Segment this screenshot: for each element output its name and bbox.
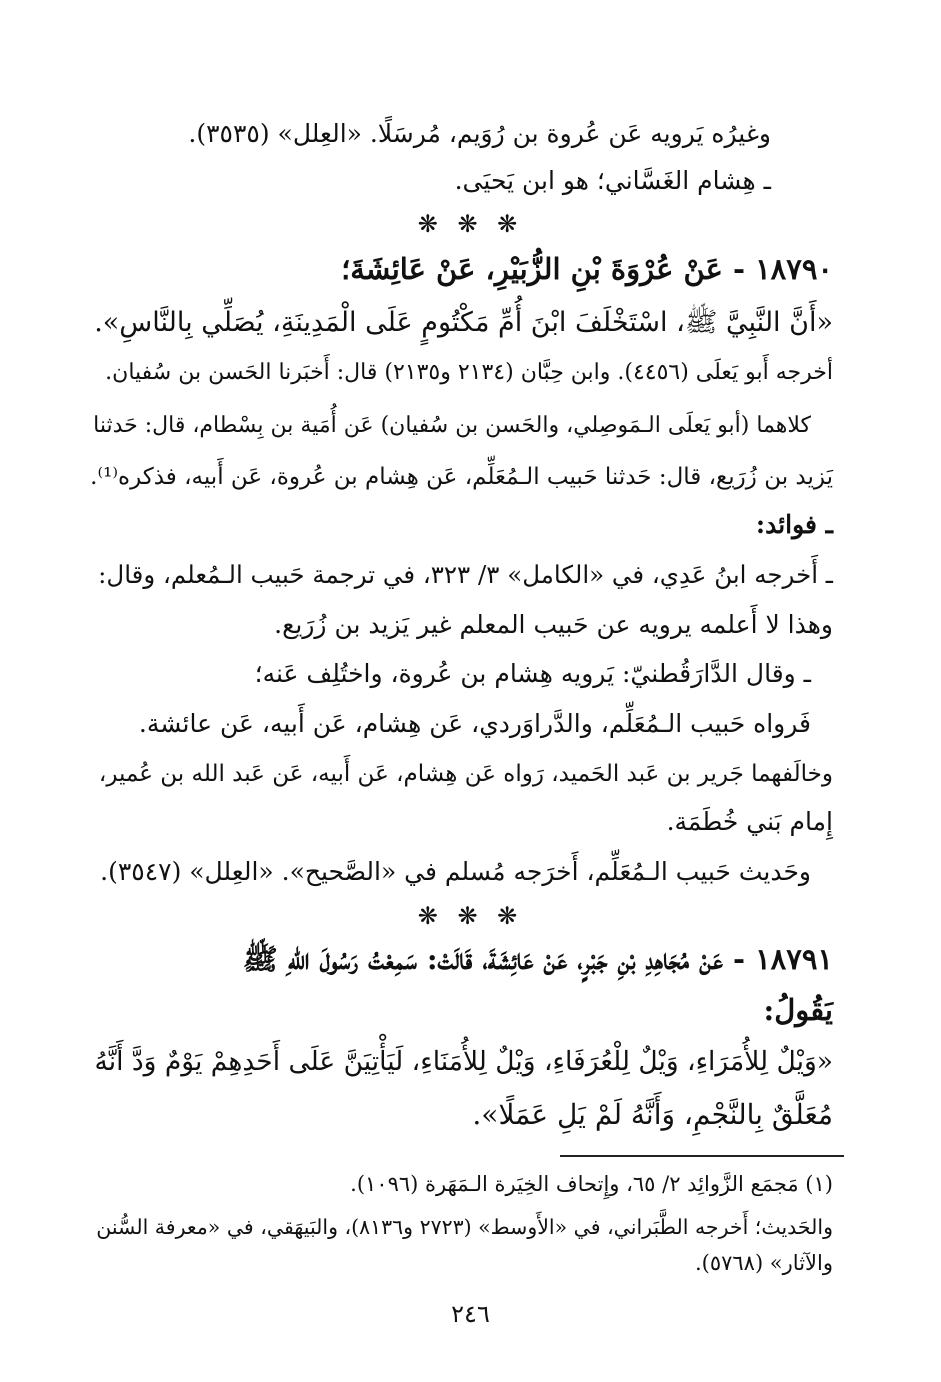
footnote: (١) مَجمَع الزَّوائِد ٢/ ٦٥، وإِتحاف الخِيَرة الـمَهَرة (١٠٩٦). <box>350 1172 833 1196</box>
text-line: فَرواه حَبيب الـمُعَلِّم، والدَّراوَردي، عَن هِشام، عَن أَبيه، عَن عائشة. <box>138 709 811 738</box>
section-separator: ❋ ❋ ❋ <box>417 210 524 238</box>
text-line: وخالَفهما جَرير بن عَبد الحَميد، رَواه عَن هِشام، عَن أَبيه، عَن عَبد الله بن عُمير، <box>98 761 833 787</box>
text-line: وحَديث حَبيب الـمُعَلِّم، أَخرَجه مُسلم في «الصَّحيح». «العِلل» (٣٥٤٧). <box>100 857 811 886</box>
hadith-text: «أَنَّ النَّبِيَّ ﷺ، اسْتَخْلَفَ ابْنَ أُمِّ مَكْتُومٍ عَلَى الْمَدِينَةِ، يُصَلِّي بِالنَّاسِ». <box>94 307 833 338</box>
text-line: إِمام بَني خُطَمَة. <box>666 807 833 836</box>
text-line: ـ أَخرجه ابنُ عَدِي، في «الكامل» ٣/ ٣٢٣، في ترجمة حَبيب الـمُعلم، وقال: <box>98 560 833 589</box>
benefits-heading: ـ فوائد: <box>755 510 833 539</box>
text-line: وغيرُه يَرويه عَن عُروة بن رُوَيم، مُرسَلًا. «العِلل» (٣٥٣٥). <box>188 119 771 148</box>
footnote: والآثار» (٥٧٦٨). <box>694 1251 833 1275</box>
text-line: أخرجه أَبو يَعلَى (٤٤٥٦). وابن حِبَّان (٢١٣٤ و٢١٣٥) قال: أَخبَرنا الحَسن بن سُفيان. <box>105 360 833 385</box>
text-line: كلاهما (أبو يَعلَى الـمَوصِلي، والحَسن بن سُفيان) عَن أُمَية بن بِسْطام، قال: حَدثنا <box>93 413 811 438</box>
text-line: يَزيد بن زُرَيع، قال: حَدثنا حَبيب الـمُعَلِّم، عَن هِشام بن عُروة، عَن أَبيه، فذكره⁽¹⁾. <box>90 464 833 490</box>
page-number: ٢٤٦ <box>451 1300 490 1328</box>
footnote-divider <box>560 1155 844 1157</box>
hadith-heading: ١٨٧٩١ - عَنْ مُجَاهِدِ بْنِ جَبْرٍ، عَنْ عَائِشَةَ، قَالَتْ: سَمِعْتُ رَسُولَ اللهِ ﷺ <box>242 942 833 976</box>
hadith-heading: ١٨٧٩٠ - عَنْ عُرْوَةَ بْنِ الزُّبَيْرِ، عَنْ عَائِشَةَ؛ <box>341 252 833 286</box>
section-separator: ❋ ❋ ❋ <box>417 902 524 930</box>
text-line: ـ هِشام الغَسَّاني؛ هو ابن يَحيَى. <box>454 166 771 195</box>
hadith-text: مُعَلَّقٌ بِالنَّجْمِ، وَأَنَّهُ لَمْ يَلِ عَمَلًا». <box>472 1098 833 1131</box>
text-line: وهذا لا أَعلمه يرويه عن حَبيب المعلم غير يَزيد بن زُرَيع. <box>274 610 833 639</box>
footnote: والحَديث؛ أَخرجه الطَّبَراني، في «الأَوسط» (٢٧٢٣ و٨١٣٦)، والبَيهَقي، في «معرفة السُّنن <box>96 1215 833 1239</box>
hadith-heading: يَقُولُ: <box>763 993 833 1027</box>
hadith-text: «وَيْلٌ لِلأُمَرَاءِ، وَيْلٌ لِلْعُرَفَاءِ، وَيْلٌ لِلأُمَنَاءِ، لَيَأْتِيَنَّ عَلَى أَحَدِهِمْ يَوْمٌ وَدَّ أَنَّهُ <box>94 1046 833 1077</box>
text-line: ـ وقال الدَّارَقُطنيّ: يَرويه هِشام بن عُروة، واختُلِف عَنه؛ <box>254 659 811 688</box>
